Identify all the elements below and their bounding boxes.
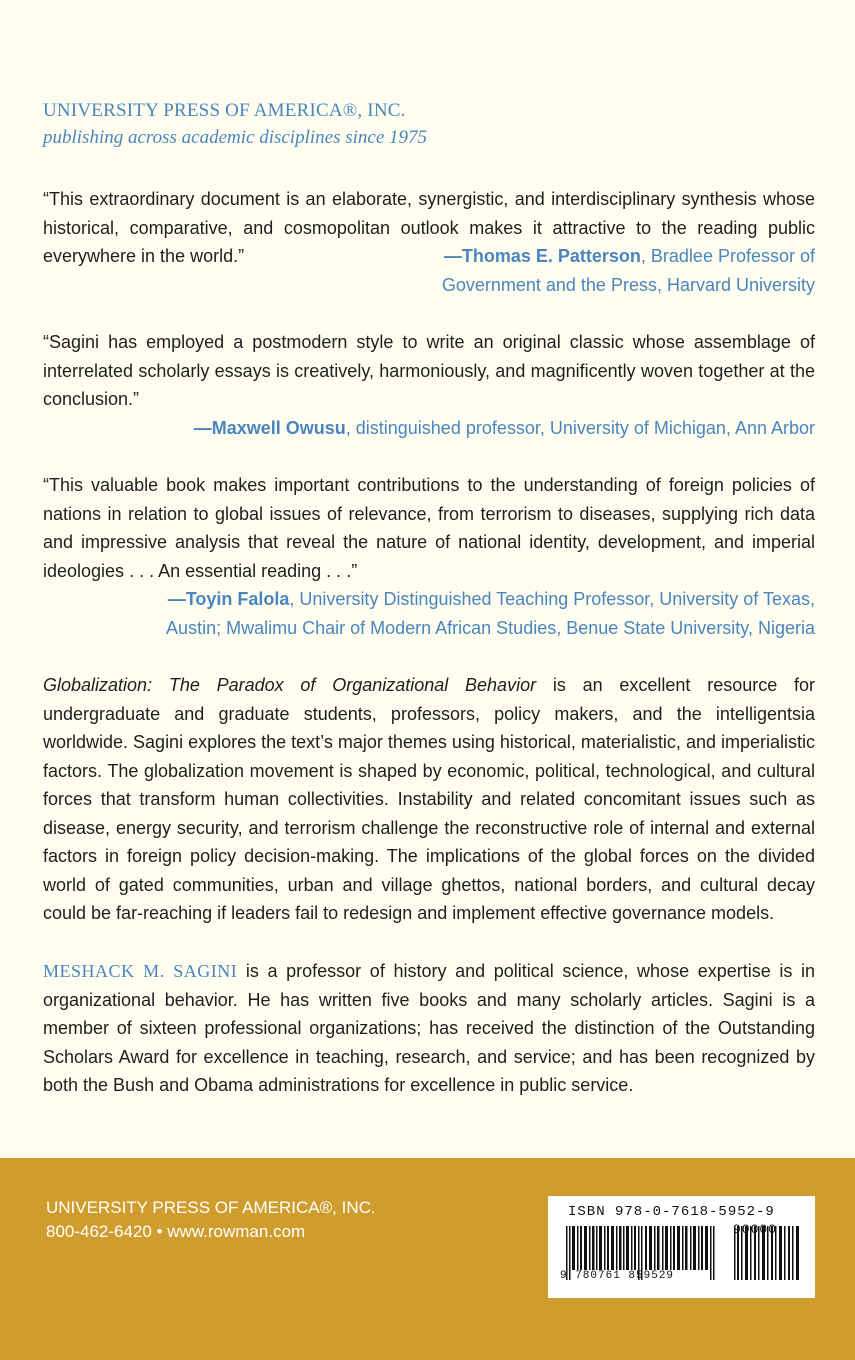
isbn-barcode xyxy=(548,1196,815,1298)
quote-attribution xyxy=(43,585,815,642)
publisher-header xyxy=(43,100,427,149)
description-text: is an excellent resource for undergraduate and graduate students, professors, policy makers, and the intelligentsia worldwide. Sagini explores the text’s major themes using historical, materialistic, and imperialistic factors. The globalization movement is shaped by economic, political, technological, and cultural forces that transform human collectivities. Instability and related concomitant issues such as disease, energy security, and terrorism challenge the reconstructive role of internal and external factors in foreign policy decision-making. The implications of the global forces on the divided world of gated communities, urban and village ghettos, national borders, and cultural decay could be far-reaching if leaders fail to redesign and implement effective governance models. xyxy=(43,675,816,923)
author-bio xyxy=(43,957,815,1100)
quote-author: —Thomas E. Patterson xyxy=(443,246,641,266)
author-name: MESHACK M. SAGINI xyxy=(43,961,238,981)
quote-author: —Maxwell Owusu xyxy=(193,417,346,438)
quote-affiliation: , University Distinguished Teaching Professor, University of Texas, Austin; Mwalimu Chair of Modern African Studies, Benue State University, Nigeria xyxy=(166,589,815,638)
quote-text: “This extraordinary document is an elaborate, synergistic, and interdisciplinary synthesis whose historical, comparative, and cosmopolitan outlook makes it attractive to the reading public everywhere in the world.” xyxy=(43,189,815,266)
quote-patterson xyxy=(43,185,815,299)
barcode-digits: 9 780761 859529 xyxy=(560,1270,675,1282)
footer-publisher xyxy=(46,1196,376,1244)
footer-publisher-name: UNIVERSITY PRESS OF AMERICA®, INC. xyxy=(46,1198,376,1217)
publisher-name: UNIVERSITY PRESS OF AMERICA®, INC. xyxy=(43,100,406,121)
book-description xyxy=(43,671,815,928)
quote-text: “Sagini has employed a postmodern style to write an original classic whose assemblage of interrelated scholarly essays is creatively, harmoniously, and magnificently woven together at the conclusion.” xyxy=(43,332,815,409)
footer-contact: 800-462-6420 • www.rowman.com xyxy=(46,1222,306,1241)
addon-bars xyxy=(734,1226,799,1280)
isbn-text: ISBN 978-0-7618-5952-9 xyxy=(568,1204,775,1220)
quote-affiliation: , Bradlee Professor of Government and the Press, Harvard University xyxy=(441,246,815,295)
publisher-tagline: publishing across academic disciplines since 1975 xyxy=(43,127,427,148)
book-title: Globalization: The Paradox of Organizational Behavior xyxy=(43,675,537,695)
footer-band xyxy=(0,1158,855,1360)
quote-text: “This valuable book makes important contributions to the understanding of foreign policies of nations in relation to global issues of relevance, from terrorism to diseases, supplying rich data and impressive analysis that reveal the nature of national identity, development, and imperial ideologies . . . An essential reading . . .” xyxy=(43,475,815,581)
quote-owusu xyxy=(43,328,815,442)
bio-text: is a professor of history and political science, whose expertise is in organizational behavior. He has written five books and many scholarly articles. Sagini is a member of sixteen professional organizations; has received the distinction of the Outstanding Scholars Award for excellence in teaching, research, and service; and has been recognized by both the Bush and Obama administrations for excellence in public service. xyxy=(43,961,815,1095)
quote-falola xyxy=(43,471,815,642)
quote-author: —Toyin Falola xyxy=(167,589,290,609)
quote-attribution xyxy=(43,414,815,443)
quote-affiliation: , distinguished professor, University of Michigan, Ann Arbor xyxy=(345,417,815,438)
